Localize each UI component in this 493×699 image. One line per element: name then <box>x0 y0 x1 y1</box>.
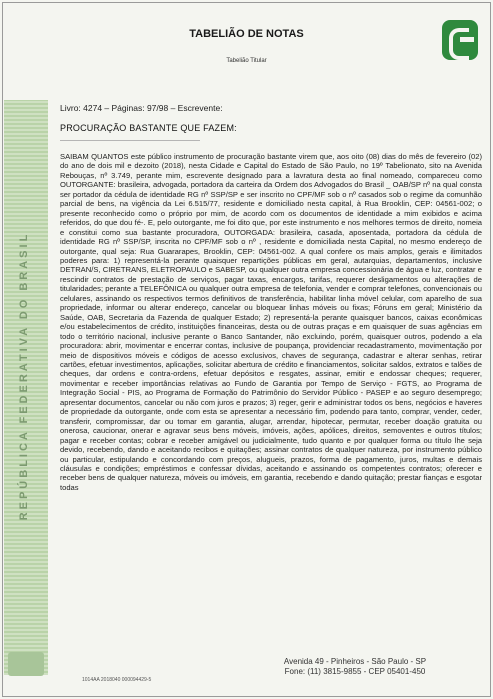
security-seal <box>8 652 44 676</box>
footer-address-line1: Avenida 49 - Pinheiros - São Paulo - SP <box>283 657 427 666</box>
security-margin-band <box>4 100 48 675</box>
footer-address <box>245 657 465 677</box>
book-pages-line: Livro: 4274 – Páginas: 97/98 – Escrevente: <box>60 103 223 113</box>
header-subtitle: Tabelião Titular <box>226 58 267 64</box>
footer-address-line2: Fone: (11) 3815-9855 - CEP 05401-450 <box>284 667 426 676</box>
document-heading: PROCURAÇÃO BASTANTE QUE FAZEM: <box>60 123 237 133</box>
margin-band-text: REPÚBLICA FEDERATIVA DO BRASIL <box>18 231 30 521</box>
document-body-text: SAIBAM QUANTOS este público instrumento de procuração bastante virem que, aos oito (08) dias do mês de fevereiro (02) do ano de dois mil e dezoito (2018), nesta Cidade e Capital do Estado de São Paulo, no 19º Tabelionato, sito na Avenida Rebouças, nº 3.749, perante mim, escrevente designado para a lavratura desta ao final nomeado, compareceu como OUTORGANTE: brasileira, advogada, portadora da carteira da Ordem dos Advogados do Brasil _ OAB/SP nº na qual consta ser portador da cédula de identidade RG nº SSP/SP e ser inscrito no CPF/MF sob o nº casados sob o regime da comunhão parcial de bens, na vigência da Lei 6.515/77, residente e domiciliado nesta capital, à Rua Brooklin, CEP: 04561-002; o presente reconhecido como o próprio por mim, de acordo com os documentos de identidade a mim exibidos e acima referidos, do que dou fé-. E, pelo outorgante, me foi dito que, por este instrumento e nos melhores termos de direito, nomeia e constitui como sua bastante procuradora, OUTORGADA: brasileira, casada, aposentada, portadora da cédula de identidade RG nº SSP/SP, inscrita no CPF/MF sob o nº , residente e domiciliada nesta Capital, no mesmo endereço de outorgante, qual seja: Rua Guararapes, Brooklin, CEP: 04561-002. A qual confere os mais amplos, gerais e ilimitados poderes para: 1) representá-la perante quaisquer repartições públicas em geral, autarquias, departamentos, inclusive DETRAN/S, CIRETRANS, ELETROPAULO e SABESP, ou qualquer outra empresa concessionária de água e luz, contratar e rescindir contratos de prestação de serviços, pagar taxas, encargos, tarifas, requerer desligamentos ou alterações de titularidades; perante a TELEFÔNICA ou qualquer outra empresa de telefonia, vender e comprar telefones, convencionais ou celulares, assinando os respectivos termos definitivos de transferência, habilitar linha móvel celular, com aparelho de sua propriedade, informar ou alterar endereço, cancelar ou bloquear linhas móveis ou fixas; Fóruns em geral; Ministério da Saúde, OAB, Secretaria da Fazenda de qualquer Estado; 2) representá-la perante quaisquer bancos, caixas econômicas e/ou estabelecimentos de crédito, instituições financeiras, desta ou de outras praças e em quaisquer de suas agências em todo o território nacional, inclusive perante o Banco Santander, não excluindo, porém, quaisquer outros, podendo a ela procuradora: abrir, movimentar e encerrar contas, inclusive de poupança, providenciar recadastramento, movimentação por meio de dispositivos móveis e códigos de acesso exclusivos, chaves de segurança, cadastrar e alterar senhas, retirar cartões, efetuar investimentos, aplicações, solicitar abertura de crédito e financiamentos, solicitar saldos, extratos e talões de cheques, dar ordens e contra-ordens, efetuar depósitos e resgates, assinar, emitir e endossar cheques; requerer, movimentar e receber importâncias relativas ao Fundo de Garantia por Tempo de Serviço - FGTS, ao Programa de Integração Social - PIS, ao Programa de Formação do Patrimônio do Servidor Público - PASEP e ao seguro desemprego; apresentar documentos, cancelar ou não com juros e prazos; 3) reger, gerir e administrar todos os bens, negócios e haveres de propriedade da outorgante, onde com esta se apresentar a necessário fim, podendo para tanto, comprar, vender, ceder, transferir, compromissar, dar ou tomar em garantia, alugar, arrendar, hipotecar, permutar, receber doação gratuita ou onerosa, caucionar, onerar e agravar seus bens móveis, imóveis, ações, apólices, direitos, semoventes e outros títulos; pagar e receber contas; cobrar e receber amigável ou judicialmente, tudo quanto e por qualquer forma ou título lhe seja devido, recebendo, dando e aceitando recibos e quitações; assinar contratos de qualquer natureza, por instrumento público ou particular, estipulando e concordando com preços, alugueis, prazos, forma de pagamento, juros, multas e demais cláusulas e condições; empréstimos e confessar dívidas, aceitando e assinando os competentes contratos; oferecer e receber bens de qualquer natureza, móveis ou imóveis, em garantia, recebendo e dando quitação; prestar fianças e esgotar todas <box>60 152 482 492</box>
header-title: TABELIÃO DE NOTAS <box>189 28 304 40</box>
footer-code: 1014AA 2018040 000094429-5 <box>82 677 152 683</box>
heading-underline <box>60 132 200 141</box>
